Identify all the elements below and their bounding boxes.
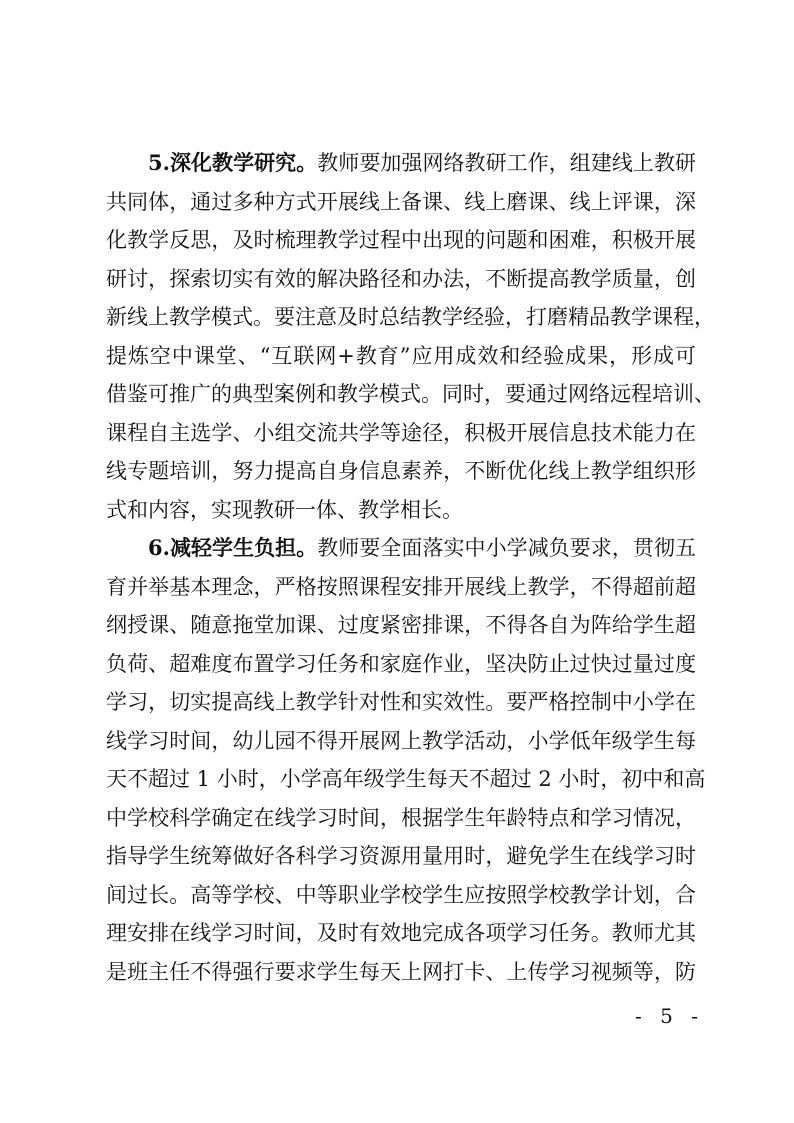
paragraph-line [106,144,696,183]
paragraph-line: 借鉴可推广的典型案例和教学模式。同时，要通过网络远程培训、 [106,382,715,406]
paragraph-line: 理安排在线学习时间，及时有效地完成各项学习任务。教师尤其 [106,921,696,945]
paragraph-line: 学习，切实提高线上教学针对性和实效性。要严格控制中小学在 [106,690,696,714]
paragraph-line: 负荷、超难度布置学习任务和家庭作业，坚决防止过快过量过度 [106,651,696,676]
paragraph-line: 式和内容，实现教研一体、教学相长。 [106,497,463,522]
paragraph-line: 间过长。高等学校、中等职业学校学生应按照学校教学计划，合 [106,882,696,907]
paragraph-text: 教师要加强网络教研工作，组建线上教研 [317,151,696,175]
paragraph-line: 线专题培训，努力提高自身信息素养，不断优化线上教学组织形 [106,459,696,483]
paragraph-line: 中学校科学确定在线学习时间，根据学生年龄特点和学习情况， [106,805,696,830]
paragraph-line [106,529,696,568]
paragraph-line: 是班主任不得强行要求学生每天上网打卡、上传学习视频等，防 [106,959,696,984]
body-text [106,144,715,991]
paragraph-text: 教师要全面落实中小学减负要求，贯彻五 [317,536,696,560]
section-heading: 6.减轻学生负担。 [148,535,318,560]
paragraph-line: 纲授课、随意拖堂加课、过度紧密排课，不得各自为阵给学生超 [106,613,696,637]
paragraph-6 [106,529,706,991]
paragraph-line: 天不超过 1 小时，小学高年级学生每天不超过 2 小时，初中和高 [106,767,706,791]
paragraph-line: 育并举基本理念，严格按照课程安排开展线上教学，不得超前超 [106,574,696,599]
paragraph-line: 共同体，通过多种方式开展线上备课、线上磨课、线上评课，深 [106,189,696,214]
paragraph-line: 研讨，探索切实有效的解决路径和办法，不断提高教学质量，创 [106,266,696,291]
section-heading: 5.深化教学研究。 [148,150,318,175]
page-number: - 5 - [635,1004,704,1028]
paragraph-line: 化教学反思，及时梳理教学过程中出现的问题和困难，积极开展 [106,228,696,252]
paragraph-5 [106,144,715,529]
paragraph-line: 新线上教学模式。要注意及时总结教学经验，打磨精品教学课程， [106,305,715,329]
paragraph-line: 指导学生统筹做好各科学习资源用量用时，避免学生在线学习时 [106,844,696,868]
paragraph-line: 提炼空中课堂、“互联网+教育”应用成效和经验成果，形成可 [106,343,696,368]
paragraph-line: 课程自主选学、小组交流共学等途径，积极开展信息技术能力在 [106,420,696,445]
paragraph-line: 线学习时间，幼儿园不得开展网上教学活动，小学低年级学生每 [106,728,696,753]
